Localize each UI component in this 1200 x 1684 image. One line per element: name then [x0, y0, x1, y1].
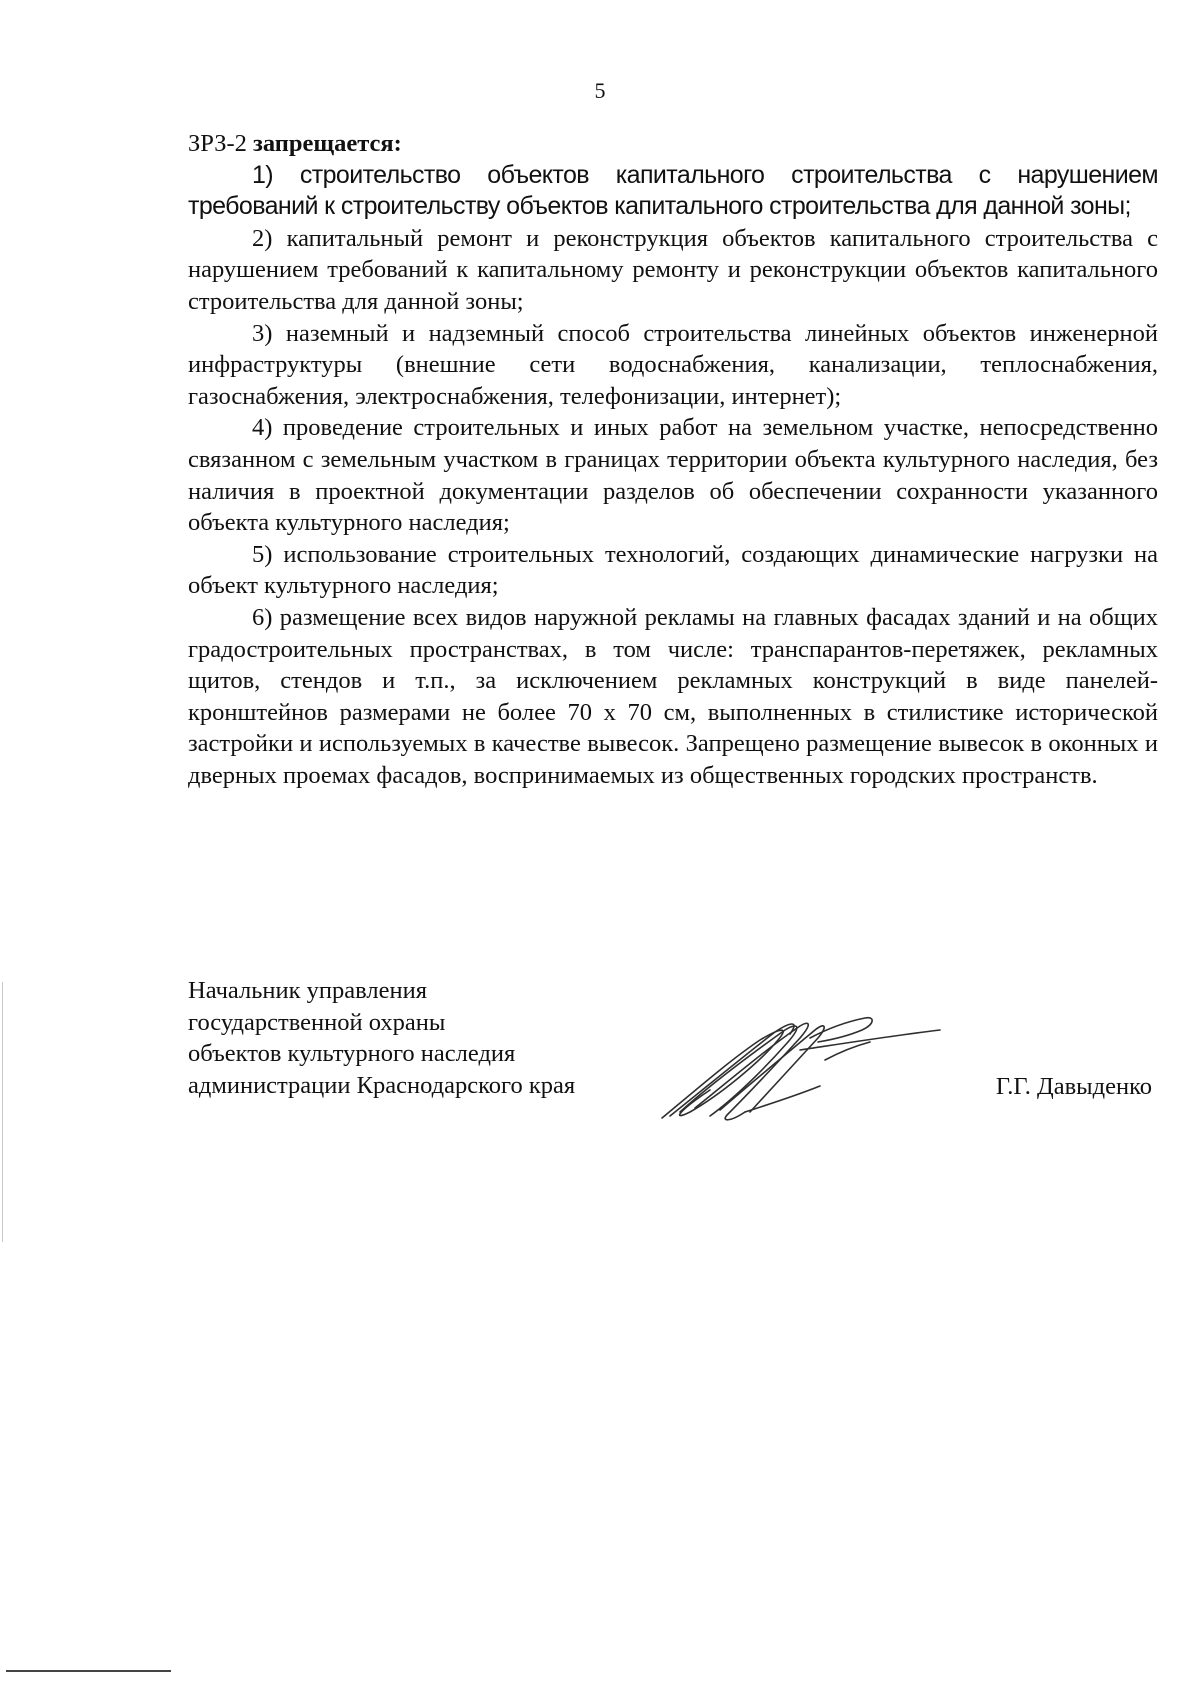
document-body [188, 128, 1158, 791]
list-item: 6) размещение всех видов наружной рекламы на главных фасадах зданий и на общих градостроительных пространствах, в том числе: транспарантов-перетяжек, рекламных щитов, стендов и т.п., за исключением рекламных конструкций в виде панелей-кронштейнов размерами не более 70 х 70 см, выполненных в стилистике исторической застройки и используемых в качестве вывесок. Запрещено размещение вывесок в оконных и дверных проемах фасадов, воспринимаемых из общественных городских пространств. [188, 603, 1158, 789]
zone-heading [188, 128, 1158, 160]
prohibited-label: запрещается: [253, 130, 402, 157]
page-number: 5 [594, 78, 606, 103]
bottom-rule [6, 1670, 171, 1672]
scan-edge-mark [2, 982, 3, 1242]
list-item: 4) проведение строительных и иных работ на земельном участке, непосредственно связанном с земельным участком в границах территории объекта культурного наследия, без наличия в проектной документации разделов об обеспечении сохранности указанного объекта культурного наследия; [188, 414, 1158, 537]
signatory-title [188, 975, 575, 1101]
handwritten-signature [650, 1000, 950, 1130]
list-item: 1) строительство объектов капитального строительства с нарушением требований к строительству объектов капитального строительства для данной зоны; [188, 160, 1158, 221]
list-item: 2) капитальный ремонт и реконструкция объектов капитального строительства с нарушением требований к капитальному ремонту и реконструкции объектов капитального строительства для данной зоны; [188, 224, 1158, 315]
signatory-title-line: объектов культурного наследия [188, 1040, 516, 1068]
list-item: 3) наземный и надземный способ строительства линейных объектов инженерной инфраструктуры (внешние сети водоснабжения, канализации, теплоснабжения, газоснабжения, электроснабжения, телефонизации, интернет); [188, 319, 1158, 410]
signatory-title-line: Начальник управления [188, 977, 427, 1004]
list-item: 5) использование строительных технологий, создающих динамические нагрузки на объект культурного наследия; [188, 540, 1158, 600]
zone-code: ЗРЗ-2 [188, 130, 247, 157]
signatory-title-line: государственной охраны [188, 1008, 446, 1036]
signatory-title-line: администрации Краснодарского края [188, 1071, 576, 1099]
signatory-name: Г.Г. Давыденко [995, 1073, 1152, 1100]
